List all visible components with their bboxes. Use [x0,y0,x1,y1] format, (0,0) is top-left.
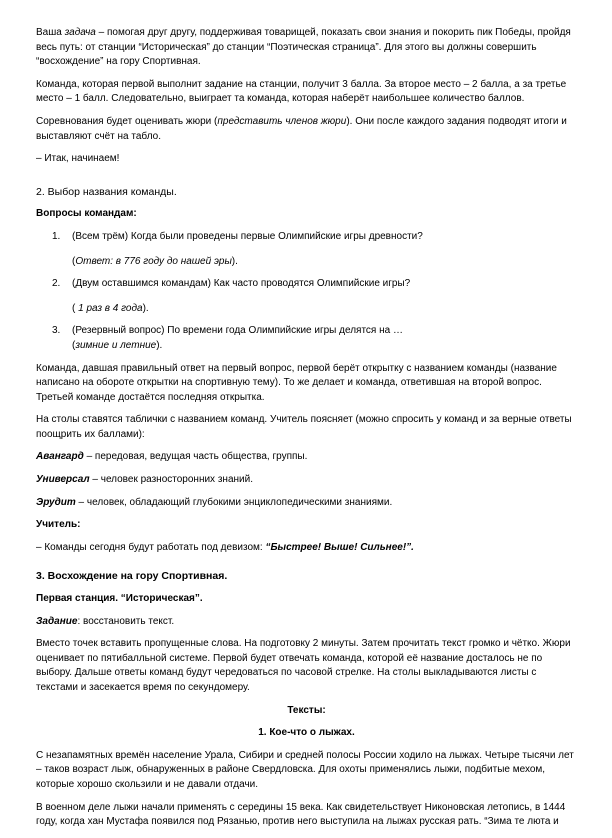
term-word: Универсал [36,474,90,486]
text-run: ( [72,302,79,314]
question-number: 2. [52,278,61,290]
term-definition: – человек разносторонних знаний. [89,474,253,486]
questions-list [36,230,577,354]
question-text: (Всем трём) Когда были проведены первые Олимпийские игры древности? [72,230,423,242]
text-run: Соревнования будет оценивать жюри ( [36,115,218,127]
question-answer [72,255,577,270]
motto-line [36,541,577,556]
text-run: – Команды сегодня будут работать под девизом: [36,541,266,553]
text-run: ). Они после каждого задания подводят итоги и выставляют счёт на табло. [36,115,567,142]
texts-heading: Тексты: [287,704,326,716]
question-item [36,324,577,353]
question-text: (Резервный вопрос) По времени года Олимпийские игры делятся на … [72,325,403,337]
term-avangard [36,450,577,465]
questions-heading: Вопросы командам: [36,208,137,220]
question-answer [72,339,577,354]
term-erudit [36,496,577,511]
answer-text: зимние и летние [75,339,157,351]
term-word: Эрудит [36,496,76,508]
teacher-label: Учитель: [36,519,81,531]
task-label: Задание [36,615,78,627]
term-definition: – человек, обладающий глубокими энциклопедическими знаниями. [75,496,393,508]
section-2-title: 2. Выбор названия команды. [36,185,177,198]
jury-note: представить членов жюри [217,115,347,127]
text-run: Ваша [36,27,65,38]
section-3-paragraph-3: В военном деле лыжи начали применять с середины 15 века. Как свидетельствует Никоновская летопись, в 1444 году, когда хан Мустафа появился под Рязанью, против него выступила на лыжах русская рать. “Зима те люта и [36,801,566,828]
station-heading: Первая станция. “Историческая”. [36,593,203,605]
intro-paragraph-3 [36,115,577,144]
answer-text: 1 раз в 4 года [78,302,143,314]
text-run: – помогая друг другу, поддерживая товарищей, показать свои знания и покорить пик Победы, пройдя весь путь: от станции “Историческая” до станции “Поэтическая страница”. Для этого вы должны совершить “восхождение” на гору Спортивная. [36,27,571,68]
text-1-heading: 1. Кое-что о лыжах. [258,727,355,739]
document-page [36,26,577,838]
text-run: ( [72,339,76,351]
task-word: задача [64,27,96,38]
intro-paragraph-1 [36,26,577,70]
section-3-paragraph-2: С незапамятных времён население Урала, Сибири и средней полосы России ходило на лыжах. Четыре тысячи лет – таков возраст лыж, обнаруженных в районе Свердловска. Для охоты применялись лыжи, подбитые мехом, которые хорошо скользили и не давали отдачи. [36,749,574,790]
motto: “Быстрее! Выше! Сильнее!”. [265,541,414,553]
intro-paragraph-2: Команда, которая первой выполнит задание на станции, получит 3 балла. За второе место – 2 балла, а за третье место – 1 балл. Следовательно, выиграет та команда, которая наберёт наибольшее количество баллов. [36,78,567,105]
text-run: ( [72,255,76,267]
question-answer [72,302,577,317]
term-universal [36,473,577,488]
task-text: : восстановить текст. [77,615,175,627]
task-line [36,615,577,630]
term-word: Авангард [36,451,84,463]
section-3-paragraph-1: Вместо точек вставить пропущенные слова. На подготовку 2 минуты. Затем прочитать текст громко и чётко. Жюри оценивает по пятибалльной системе. Первой будет отвечать команда, которой её название досталось не по выбору. Дальше ответы команд будут чередоваться по часовой стрелке. На столы выкладываются листы с текстами и засекается время по секундомеру. [36,638,571,693]
text-run: ). [156,339,163,351]
answer-label: Ответ [75,255,111,267]
text-run: ). [231,255,238,267]
answer-text: : в 776 году до нашей эры [110,255,232,267]
question-text: (Двум оставшимся командам) Как часто проводятся Олимпийские игры? [72,278,411,290]
intro-paragraph-4: – Итак, начинаем! [36,153,120,165]
section-3-title: 3. Восхождение на гору Спортивная. [36,570,228,583]
section-2-paragraph-1: Команда, давшая правильный ответ на первый вопрос, первой берёт открытку с названием команды (название написано на обороте открытки на спортивную тему). То же делает и команда, ответившая на второй вопрос. Третьей команде достаётся последняя открытка. [36,362,557,403]
text-run: ). [142,302,149,314]
question-number: 3. [52,325,61,337]
question-item [36,277,577,316]
question-number: 1. [52,230,61,242]
question-item [36,230,577,269]
section-2-paragraph-2: На столы ставятся таблички с названием команд. Учитель поясняет (можно спросить у команд и за верные ответы поощрить их баллами): [36,414,572,440]
term-definition: – передовая, ведущая часть общества, группы. [83,451,308,463]
